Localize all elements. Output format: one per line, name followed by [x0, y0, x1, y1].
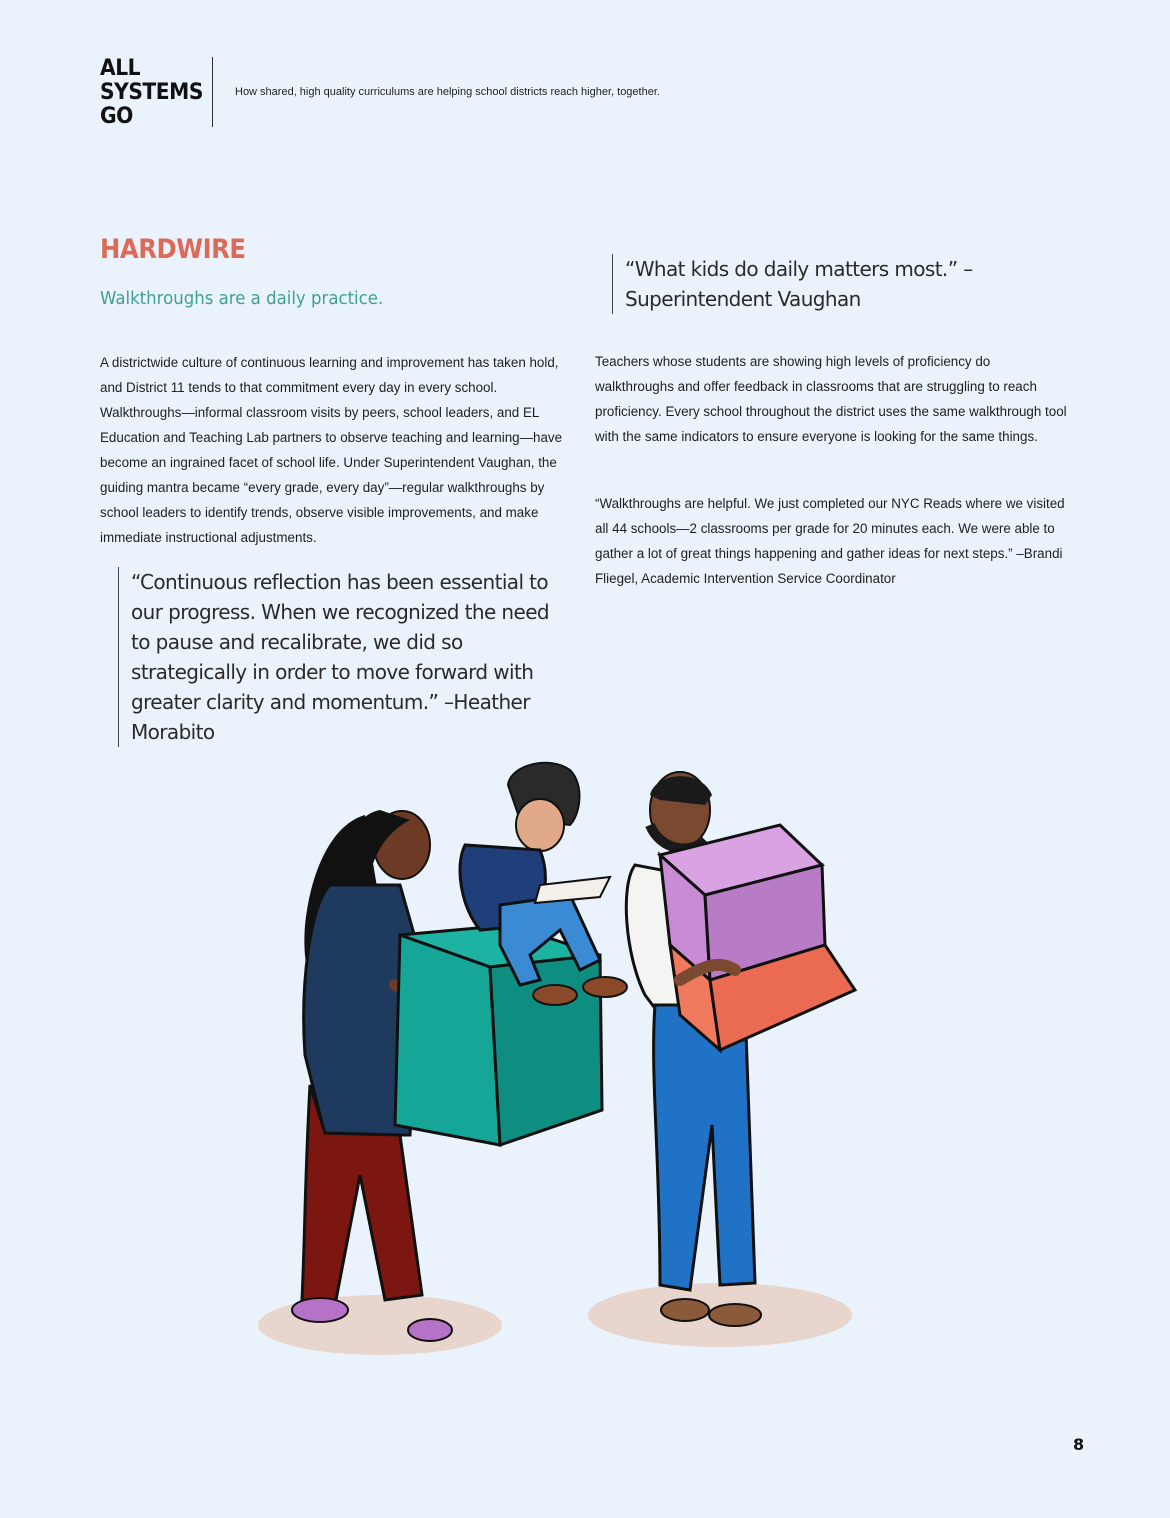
pull-quote-superintendent — [612, 254, 1065, 314]
man-shoe — [709, 1304, 761, 1326]
header-tagline: How shared, high quality curriculums are helping school districts reach higher, together. — [235, 86, 660, 98]
body-paragraph-left: A districtwide culture of continuous learning and improvement has taken hold, and District 11 tends to that commitment every day in every school. Walkthroughs—informal classroom visits by peers, school leaders, and EL Education and Teaching Lab partners to observe teaching and learning—have become an ingrained facet of school life. Under Superintendent Vaughan, the guiding mantra became “every grade, every day”—regular walkthroughs by school leaders to identify trends, observe visible improvements, and make immediate instructional adjustments. — [100, 355, 563, 545]
header-divider — [212, 57, 213, 127]
page-number: 8 — [1073, 1435, 1085, 1454]
woman-shoe — [408, 1319, 452, 1341]
teal-box — [395, 925, 602, 1145]
body-paragraph-right-2: “Walkthroughs are helpful. We just completed our NYC Reads where we visited all 44 schools—2 classrooms per grade for 20 minutes each. We were able to gather a lot of great things happening and gather ideas for next steps.” –Brandi Fliegel, Academic Intervention Service Coordinator — [595, 496, 1065, 586]
box-front-face — [395, 935, 500, 1145]
man-pants — [654, 1005, 755, 1290]
section-subtitle: Walkthroughs are a daily practice. — [100, 288, 384, 309]
logo-line: ALL — [100, 56, 141, 81]
woman-shoe — [292, 1298, 348, 1322]
pull-quote-text: “What kids do daily matters most.” –Superintendent Vaughan — [625, 257, 973, 311]
stacked-boxes — [660, 825, 855, 1050]
man-shoe — [661, 1299, 709, 1321]
logo-line: GO — [100, 104, 133, 129]
illustration-people-carrying-boxes — [250, 755, 870, 1375]
logo-line: SYSTEMS — [100, 80, 203, 105]
pull-quote-morabito — [118, 567, 571, 747]
logo — [100, 57, 212, 129]
boy-head — [516, 799, 564, 851]
boy-shoe — [583, 977, 627, 997]
section-title: HARDWIRE — [100, 234, 246, 265]
pull-quote-text: “Continuous reflection has been essential to our progress. When we recognized the need to pause and recalibrate, we did so strategically in order to move forward with greater clarity and momentum.” –Heather Morabito — [131, 570, 550, 744]
boy-shoe — [533, 985, 577, 1005]
body-paragraph-right-1: Teachers whose students are showing high levels of proficiency do walkthroughs and offer feedback in classrooms that are struggling to reach proficiency. Every school throughout the district uses the same walkthrough tool with the same indicators to ensure everyone is looking for the same things. — [595, 354, 1067, 444]
